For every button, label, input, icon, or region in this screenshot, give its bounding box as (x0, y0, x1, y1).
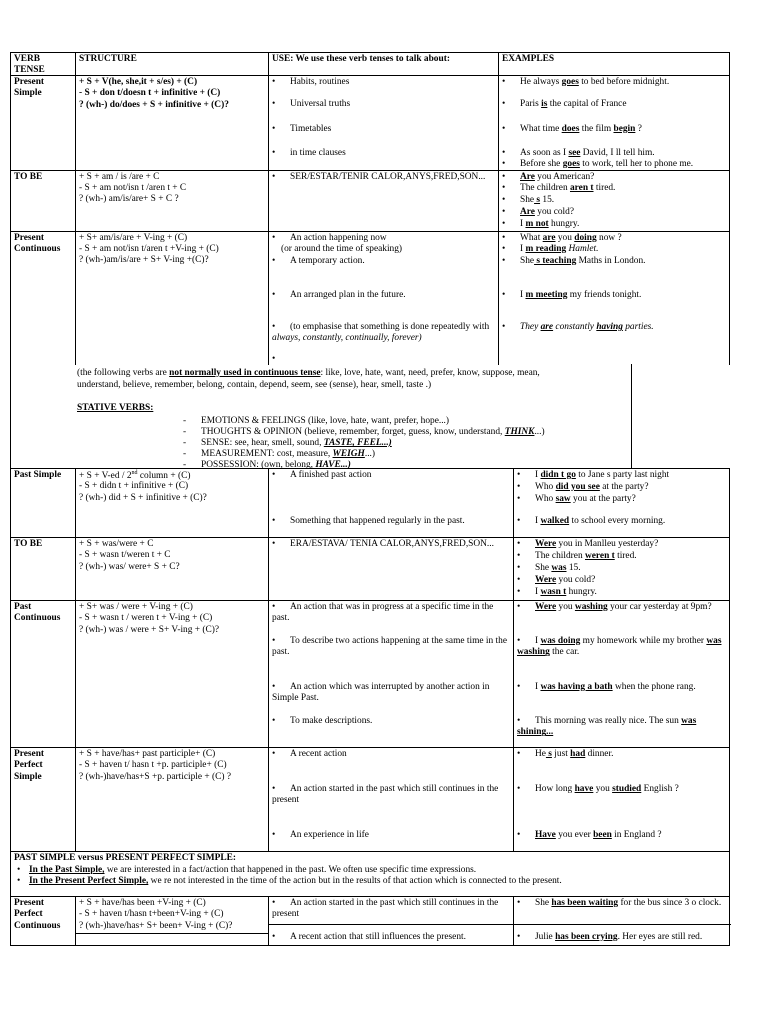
present-perfect-row (10, 747, 730, 852)
structure-positive: + S + have/has+ past participle+ (C) (79, 749, 216, 759)
use-item: • To make descriptions. (272, 716, 373, 726)
example: • I was doing my homework while my brother was washing the car. (517, 636, 722, 658)
example: • I m reading Hamlet. (502, 244, 599, 254)
example: • The children weren t tired. (517, 551, 637, 561)
structure-question: ? (wh-)am/is/are + S+ V-ing +(C)? (79, 255, 209, 265)
examples-cell (513, 601, 731, 747)
comparison-point: • In the Past Simple, we are interested in a fact/action that happened in the past. We often use specific time expressions. (17, 865, 477, 875)
structure-question: ? (wh-) was/ were+ S + C? (79, 562, 180, 572)
use-cell: • A recent action • An action started in the past which still continues in the present • An experience in life (268, 748, 513, 851)
structure-question: ? (wh-) was / were + S+ V-ing + (C)? (79, 625, 220, 635)
structure-positive: + S+ am/is/are + V-ing + (C) (79, 233, 188, 243)
example: • She s 15. (502, 195, 555, 205)
use-item: An experience in life (290, 830, 369, 840)
example: • She was 15. (517, 563, 581, 573)
example: • I walked to school every morning. (517, 516, 666, 526)
example: • Before she goes to work, tell her to phone me. (502, 159, 694, 169)
use-item: Universal truths (290, 99, 351, 109)
present-continuous-row (10, 231, 730, 365)
examples-cell (498, 171, 731, 231)
structure-negative: - S + am not/isn t /aren t + C (79, 183, 187, 193)
example: • I was having a bath when the phone rang. (517, 682, 696, 692)
example: • I didn t go to Jane s party last night (517, 470, 670, 480)
use-item: • An action which was interrupted by another action in Simple Past. (272, 682, 490, 704)
use-item: in time clauses (290, 148, 346, 158)
example: • Paris is the capital of France (502, 99, 627, 109)
bullet: • (272, 124, 276, 134)
divider (269, 924, 513, 925)
examples-cell (513, 748, 731, 851)
structure-negative: - S + haven t/ hasn t +p. participle+ (C) (79, 760, 227, 770)
examples-cell (513, 897, 731, 945)
use-cell: • An action started in the past which still continues in the present • A recent action that still influences the present. (268, 897, 513, 945)
example: • What are you doing now ? (502, 233, 622, 243)
comparison-title: PAST SIMPLE versus PRESENT PERFECT SIMPLE: (14, 853, 236, 863)
divider (76, 933, 268, 934)
example: • Have you ever been in England ? (517, 830, 662, 840)
structure-negative: - S + don t/doesn t + infinitive + (C) (79, 88, 221, 98)
use-item: An arranged plan in the future. (290, 290, 406, 300)
use-cell: • ERA/ESTAVA/ TENIA CALOR,ANYS,FRED,SON... (268, 538, 513, 600)
past-continuous-row (10, 600, 730, 748)
tense-label: Present Perfect Simple (14, 749, 45, 782)
structure-positive: + S + am / is /are + C (79, 172, 160, 182)
stative-item: - POSSESSION: (own, belong, HAVE...) (183, 460, 351, 470)
use-item: ERA/ESTAVA/ TENIA CALOR,ANYS,FRED,SON... (290, 539, 494, 549)
structure-question: ? (wh-)have/has+S +p. participle + (C) ? (79, 772, 232, 782)
structure-cell (75, 76, 268, 170)
use-item-cont: (or around the time of speaking) (281, 244, 403, 254)
to-be-present-row (10, 170, 730, 232)
example: • I m meeting my friends tonight. (502, 290, 642, 300)
use-item: A recent action (290, 749, 347, 759)
example: • What time does the film begin ? (502, 124, 642, 134)
structure-question: ? (wh-) did + S + infinitive + (C)? (79, 493, 207, 503)
structure-question: ? (wh-) do/does + S + infinitive + (C)? (79, 100, 229, 110)
structure-negative: - S + didn t + infinitive + (C) (79, 481, 189, 491)
tense-label: Present Simple (14, 77, 45, 99)
use-item: • (to emphasise that something is done repeatedly with always, constantly, continually, forever) (272, 322, 490, 344)
use-item: Timetables (290, 124, 332, 134)
header-row (10, 52, 730, 76)
present-simple-row (10, 75, 730, 171)
tense-label: TO BE (14, 172, 43, 182)
header-examples: EXAMPLES (498, 53, 731, 75)
examples-cell (513, 469, 731, 537)
tense-label: TO BE (14, 539, 43, 549)
tense-label: Past Simple (14, 470, 62, 480)
example: • She has been waiting for the bus since 3 o clock. (517, 898, 722, 908)
stative-item: - EMOTIONS & FEELINGS (like, love, hate, want, prefer, hope...) (183, 416, 450, 426)
use-item: An action happening now (290, 233, 387, 243)
bullet: • (272, 99, 276, 109)
stative-item: - THOUGHTS & OPINION (believe, remember, forget, guess, know, understand, THINK...) (183, 427, 545, 437)
stative-note: (the following verbs are not normally used in continuous tense: like, love, hate, want, need, prefer, know, suppose, mean, (77, 368, 540, 378)
example: • Were you in Manlleu yesterday? (517, 539, 659, 549)
to-be-past-row (10, 537, 730, 601)
header-use: USE: We use these verb tenses to talk about: (268, 53, 498, 75)
structure-positive: + S + have/has been +V-ing + (C) (79, 898, 206, 908)
example: • I wasn t hungry. (517, 587, 597, 597)
tense-label: Past Continuous (14, 602, 61, 624)
divider (514, 924, 731, 925)
comparison-point: • In the Present Perfect Simple, we re not interested in the time of the action but in the results of that action which is connected to the present. (17, 876, 562, 886)
example: • He s just had dinner. (517, 749, 614, 759)
stative-item: - SENSE: see, hear, smell, sound, TASTE, FEEL...) (183, 438, 392, 448)
use-item: A finished past action (290, 470, 372, 480)
use-cell: • An action happening now (or around the time of speaking) • A temporary action. • An arranged plan in the future. • (to emphasise that something is done repeatedly with always, constantly, continually, forever) • (268, 232, 498, 365)
use-item: SER/ESTAR/TENIR CALOR,ANYS,FRED,SON... (290, 172, 486, 182)
bullet: • (272, 77, 276, 87)
structure-cell (75, 601, 268, 747)
structure-negative: - S + am not/isn t/aren t +V-ing + (C) (79, 244, 219, 254)
structure-positive: + S + V(he, she,it + s/es) + (C) (79, 77, 198, 87)
bullet: • (272, 148, 276, 158)
structure-cell (75, 469, 268, 537)
structure-positive: + S + was/were + C (79, 539, 154, 549)
use-item: • To describe two actions happening at the same time in the past. (272, 636, 507, 658)
example: • This morning was really nice. The sun was shining... (517, 716, 697, 738)
example: • Are you cold? (502, 207, 574, 217)
example: • He always goes to bed before midnight. (502, 77, 670, 87)
example: • How long have you studied English ? (517, 784, 679, 794)
use-item: • An action that was in progress at a specific time in the past. (272, 602, 494, 624)
stative-note-block (10, 364, 632, 468)
header-structure: STRUCTURE (75, 53, 268, 75)
example: • Were you cold? (517, 575, 596, 585)
structure-cell (75, 748, 268, 851)
example: • Were you washing your car yesterday at 9pm? (517, 602, 712, 612)
structure-question: ? (wh-)have/has+ S+ been+ V-ing + (C)? (79, 921, 233, 931)
examples-cell (513, 538, 731, 600)
examples-cell (498, 76, 731, 170)
present-perfect-continuous-row (10, 896, 730, 946)
example: • I m not hungry. (502, 219, 580, 229)
use-item: A recent action that still influences the present. (290, 932, 466, 942)
stative-item: - MEASUREMENT: cost, measure, WEIGH...) (183, 449, 376, 459)
example: • They are constantly having parties. (502, 322, 654, 332)
structure-cell (75, 232, 268, 365)
structure-negative: - S + haven t/hasn t+been+V-ing + (C) (79, 909, 224, 919)
structure-negative: - S + wasn t / weren t + V-ing + (C) (79, 613, 213, 623)
structure-cell (75, 538, 268, 600)
use-item: Habits, routines (290, 77, 350, 87)
use-cell: • A finished past action • Something that happened regularly in the past. (268, 469, 513, 537)
bullet: • (272, 354, 276, 364)
header-tense: VERB TENSE (14, 54, 45, 76)
structure-cell (75, 897, 268, 945)
use-item: • An action started in the past which still continues in the present (272, 784, 499, 806)
use-item: A temporary action. (290, 256, 365, 266)
use-item: • An action started in the past which still continues in the present (272, 898, 499, 920)
stative-note-cont: understand, believe, remember, belong, contain, depend, seem, see (sense), hear, smell, taste .) (77, 380, 432, 390)
example: • Who saw you at the party? (517, 494, 636, 504)
structure-positive: + S+ was / were + V-ing + (C) (79, 602, 193, 612)
comparison-row (10, 851, 730, 897)
use-cell (268, 601, 513, 747)
structure-cell (75, 171, 268, 231)
example: • Who did you see at the party? (517, 482, 649, 492)
example: • Julie has been crying. Her eyes are still red. (517, 932, 703, 942)
use-item: Something that happened regularly in the past. (290, 516, 465, 526)
example: • Are you American? (502, 172, 595, 182)
use-cell: • SER/ESTAR/TENIR CALOR,ANYS,FRED,SON... (268, 171, 498, 231)
tense-label: Present Perfect Continuous (14, 898, 61, 931)
stative-title: STATIVE VERBS: (77, 403, 154, 413)
structure-positive: + S + V-ed / 2nd column + (C) (79, 470, 191, 482)
example: • As soon as I see David, I ll tell him. (502, 148, 655, 158)
structure-negative: - S + wasn t/weren t + C (79, 550, 171, 560)
past-simple-row (10, 468, 730, 538)
structure-question: ? (wh-) am/is/are+ S + C ? (79, 194, 179, 204)
example: • The children aren t tired. (502, 183, 616, 193)
examples-cell (498, 232, 731, 365)
use-cell (268, 76, 498, 170)
example: • She s teaching Maths in London. (502, 256, 646, 266)
tense-label: Present Continuous (14, 233, 61, 255)
